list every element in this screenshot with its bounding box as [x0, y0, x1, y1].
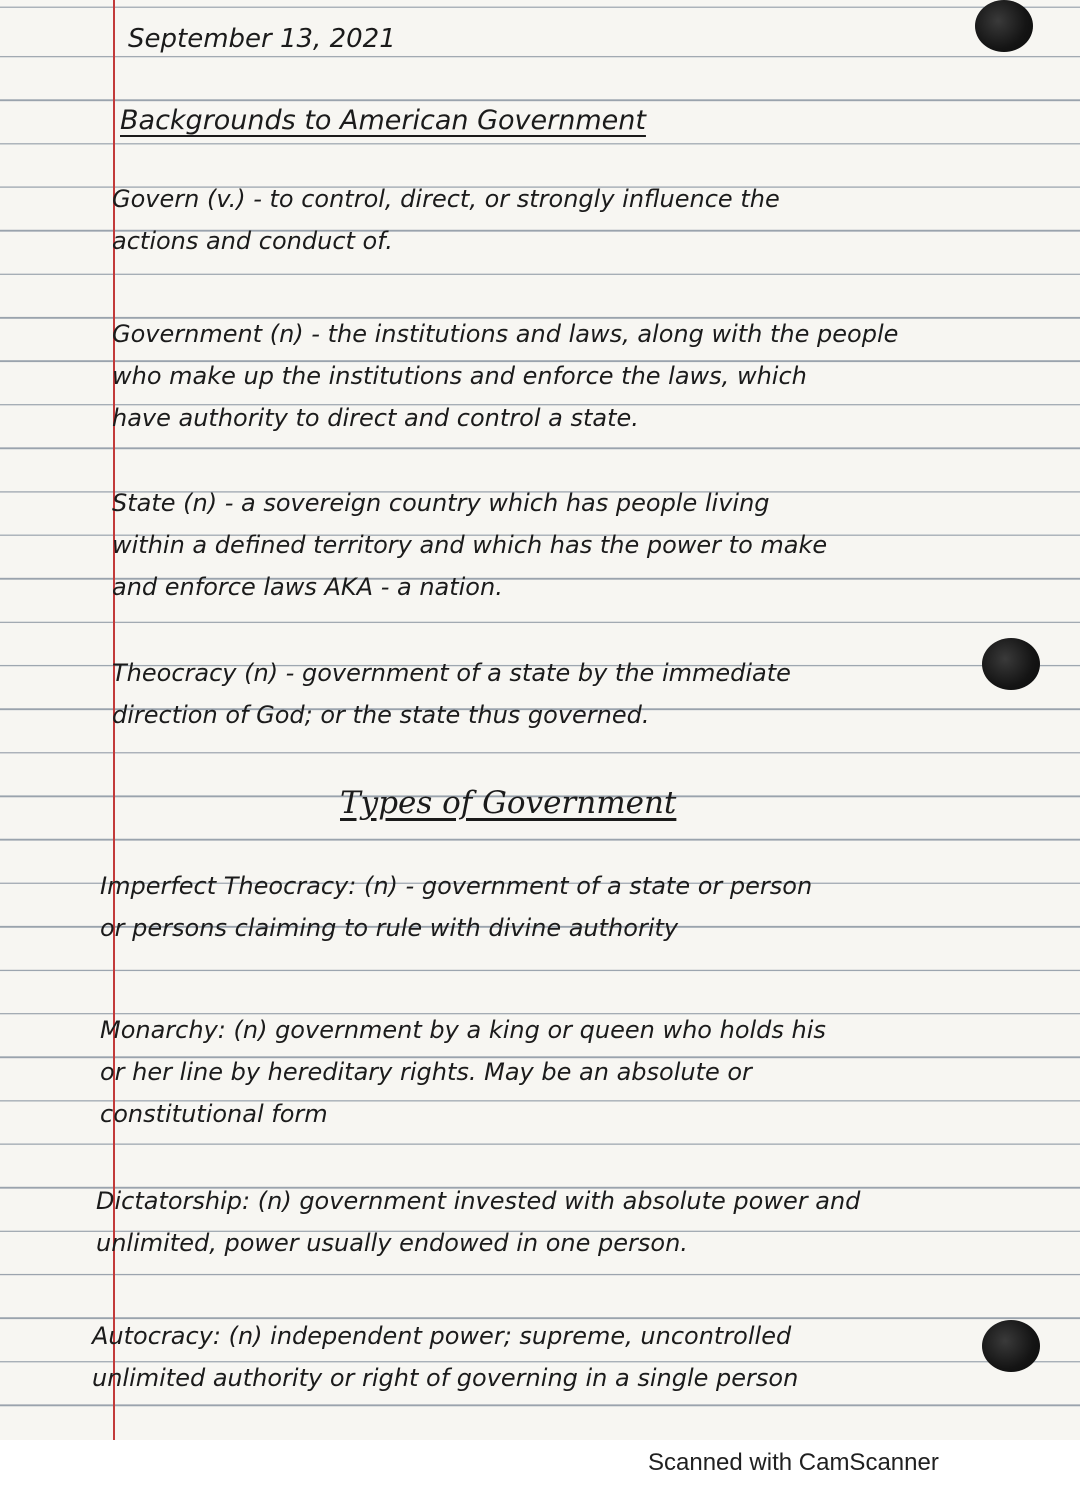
definition-theocracy: Theocracy (n) - government of a state by the immediate direction of God; or the state thus governed.: [112, 659, 791, 729]
definition-govern: Govern (v.) - to control, direct, or strongly influence the actions and conduct of.: [112, 185, 780, 255]
definition-state: State (n) - a sovereign country which has people living within a defined territory and which has the power to make and enforce laws AKA - a nation.: [112, 489, 828, 601]
punch-hole-middle: [982, 638, 1040, 690]
punch-hole-top: [975, 0, 1033, 52]
type-autocracy: Autocracy: (n) independent power; supreme, uncontrolled unlimited authority or right of governing in a single person: [92, 1322, 799, 1392]
definition-government: Government (n) - the institutions and laws, along with the people who make up the institutions and enforce the laws, which have authority to direct and control a state.: [112, 320, 899, 432]
type-monarchy: Monarchy: (n) government by a king or queen who holds his or her line by hereditary rights. May be an absolute or constitutional form: [100, 1016, 826, 1128]
section-subtitle: Types of Government: [340, 785, 677, 821]
note-title: Backgrounds to American Government: [120, 105, 646, 136]
punch-hole-bottom: [982, 1320, 1040, 1372]
scanner-watermark: Scanned with CamScanner: [648, 1449, 939, 1476]
type-imperfect-theocracy: Imperfect Theocracy: (n) - government of a state or person or persons claiming to rule with divine authority: [100, 872, 813, 942]
type-dictatorship: Dictatorship: (n) government invested with absolute power and unlimited, power usually endowed in one person.: [96, 1187, 861, 1257]
note-date: September 13, 2021: [128, 24, 396, 54]
